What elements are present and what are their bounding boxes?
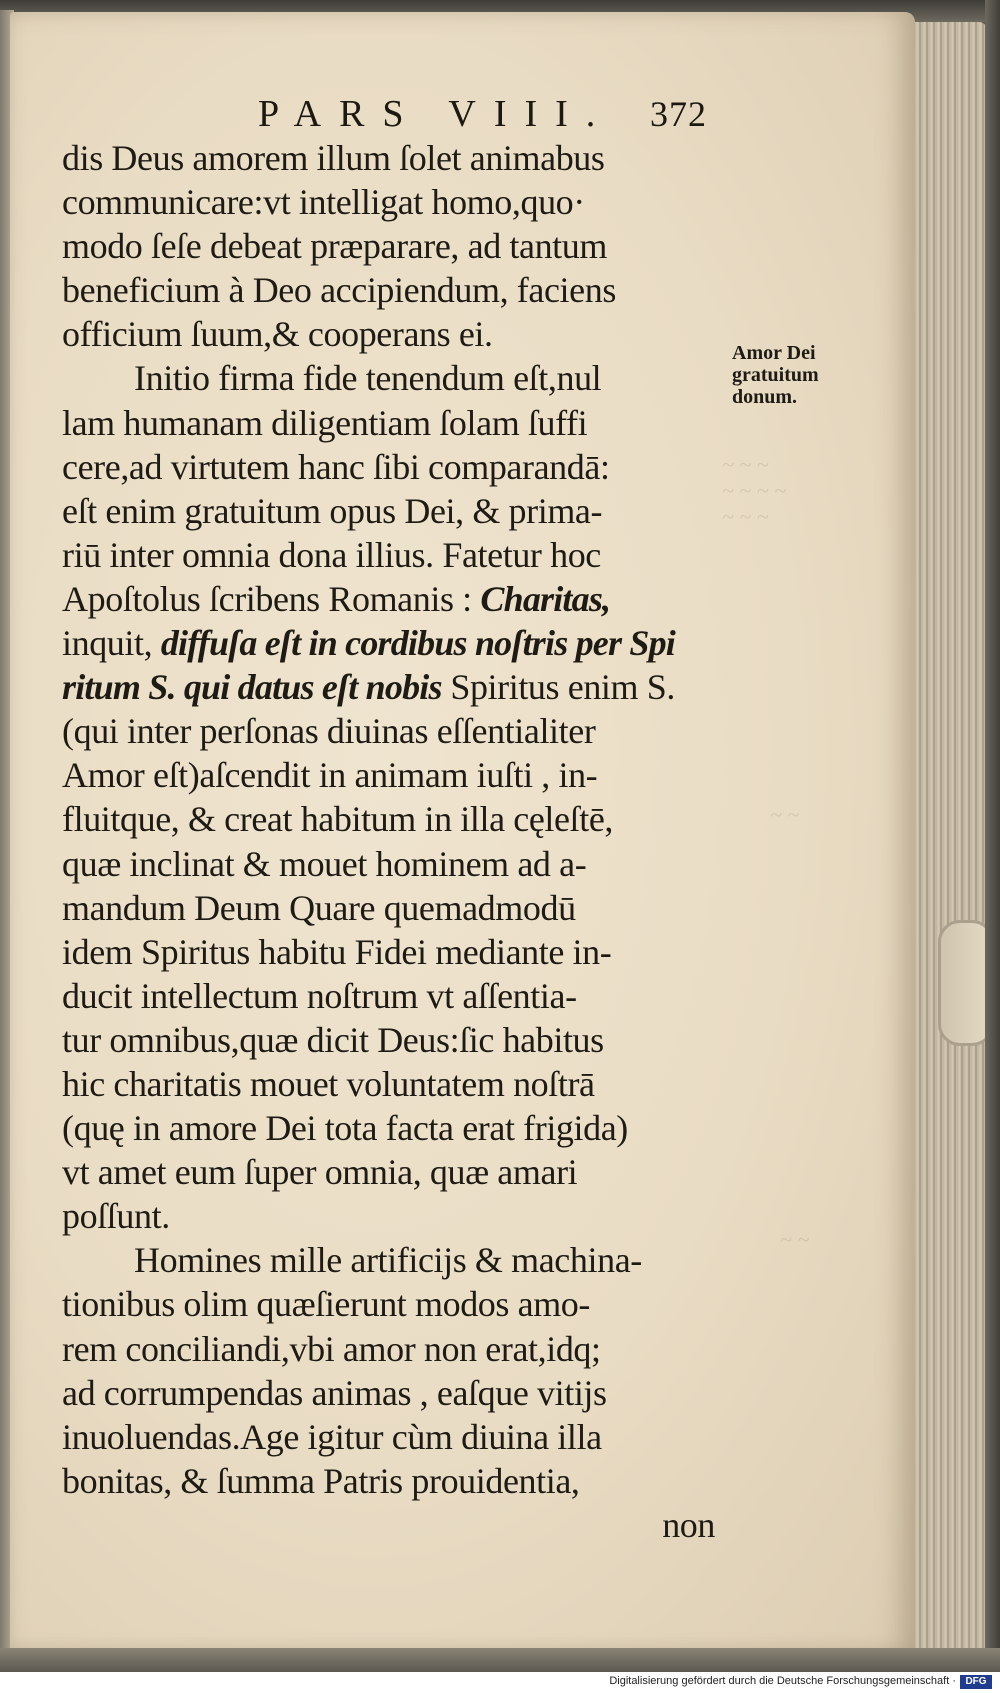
text-line xyxy=(62,1371,727,1415)
text-segment: officium ſuum,& cooperans ei. xyxy=(62,314,493,355)
text-segment: rem conciliandi,vbi amor non erat,idq; xyxy=(62,1328,601,1369)
text-segment: non xyxy=(662,1504,715,1545)
text-segment: communicare:vt intelligat homo,quo· xyxy=(62,182,585,223)
text-segment: inuoluendas.Age igitur cùm diuina illa xyxy=(62,1416,602,1457)
main-text xyxy=(62,136,727,1547)
text-line xyxy=(62,224,727,268)
text-segment: inquit, xyxy=(62,623,161,664)
text-segment: vt amet eum ſuper omnia, quæ amari xyxy=(62,1152,578,1193)
text-line xyxy=(62,180,727,224)
text-segment: idem Spiritus habitu Fidei mediante in- xyxy=(62,931,612,972)
text-line xyxy=(62,753,727,797)
text-line xyxy=(62,312,727,356)
text-segment: riū inter omnia dona illius. Fatetur hoc xyxy=(62,534,601,575)
text-segment: modo ſeſe debeat præparare, ad tantum xyxy=(62,226,607,267)
cover-edge xyxy=(985,0,1000,1672)
text-segment: (qui inter perſonas diuinas eſſentialiter xyxy=(62,711,596,752)
text-line xyxy=(62,445,727,489)
text-segment: (quę in amore Dei tota facta erat frigida) xyxy=(62,1108,628,1149)
scripture-quote: Charitas, xyxy=(480,578,611,619)
text-line xyxy=(62,621,727,665)
text-line xyxy=(62,1327,727,1371)
text-line xyxy=(62,1238,727,1282)
text-segment: cere,ad virtutem hanc ſibi comparandā: xyxy=(62,446,610,487)
text-segment: Initio firma fide tenendum eſt,nul xyxy=(134,358,602,399)
footer-bar xyxy=(0,1672,1000,1693)
text-segment: Spiritus enim S. xyxy=(441,667,675,708)
text-line xyxy=(62,1282,727,1326)
text-segment: hic charitatis mouet voluntatem noſtrā xyxy=(62,1063,595,1104)
margin-note-line: Amor Dei xyxy=(732,342,816,364)
text-line xyxy=(62,489,727,533)
text-segment: Apoſtolus ſcribens Romanis : xyxy=(62,578,481,619)
running-head: PARS VIII. xyxy=(258,93,614,135)
text-line xyxy=(62,842,727,886)
text-segment: poſſunt. xyxy=(62,1196,170,1237)
text-segment: ducit intellectum noſtrum vt aſſentia- xyxy=(62,975,577,1016)
text-line xyxy=(62,577,727,621)
margin-note-line: gratuitum xyxy=(732,364,819,386)
text-line xyxy=(62,1503,727,1547)
text-line xyxy=(62,1194,727,1238)
bottom-board-edge xyxy=(0,1648,1000,1672)
text-segment: bonitas, & ſumma Patris prouidentia, xyxy=(62,1460,580,1501)
text-line xyxy=(62,1150,727,1194)
text-line xyxy=(62,886,727,930)
text-line xyxy=(62,1415,727,1459)
text-line xyxy=(62,797,727,841)
text-line xyxy=(62,709,727,753)
text-line xyxy=(62,533,727,577)
text-segment: mandum Deum Quare quemadmodū xyxy=(62,887,576,928)
text-segment: Homines mille artificijs & machina- xyxy=(134,1240,642,1281)
text-line xyxy=(62,1062,727,1106)
scripture-quote: diffuſa eſt in cordibus noſtris per Spi xyxy=(160,623,676,664)
bleed-through-text: ~ ~ ~ ~ ~ ~ ~ ~ ~ ~ xyxy=(722,452,787,529)
text-segment: tionibus olim quæſierunt modos amo- xyxy=(62,1284,590,1325)
text-line xyxy=(62,974,727,1018)
text-segment: Amor eſt)aſcendit in animam iuſti , in- xyxy=(62,755,598,796)
text-segment: eſt enim gratuitum opus Dei, & prima- xyxy=(62,490,603,531)
text-segment: dis Deus amorem illum ſolet animabus xyxy=(62,138,605,178)
text-segment: tur omnibus,quæ dicit Deus:ſic habitus xyxy=(62,1019,604,1060)
text-line xyxy=(62,1018,727,1062)
dfg-logo: DFG xyxy=(960,1675,992,1689)
text-line xyxy=(62,356,727,400)
text-segment: quæ inclinat & mouet hominem ad a- xyxy=(62,843,587,884)
funding-credit: Digitalisierung gefördert durch die Deutsche Forschungsgemeinschaft · xyxy=(609,1675,956,1687)
text-line xyxy=(62,1459,727,1503)
text-line xyxy=(62,665,727,709)
text-segment: beneficium à Deo accipiendum, faciens xyxy=(62,270,616,311)
page-number: 372 xyxy=(650,94,707,134)
fore-edge xyxy=(915,22,987,1657)
text-segment: lam humanam diligentiam ſolam ſuffi xyxy=(62,402,588,443)
scripture-quote: ritum S. qui datus eſt nobis xyxy=(62,667,442,708)
bleed-through-text: ~ ~ xyxy=(780,1227,810,1252)
text-segment: ad corrumpendas animas , eaſque vitijs xyxy=(62,1372,607,1413)
text-line xyxy=(62,1106,727,1150)
bleed-through-text: ~ ~ xyxy=(770,802,800,827)
margin-note xyxy=(732,342,852,408)
margin-note-line: donum. xyxy=(732,386,798,408)
text-line xyxy=(62,268,727,312)
text-segment: fluitque, & creat habitum in illa cęleſtē, xyxy=(62,799,613,840)
text-line xyxy=(62,930,727,974)
text-line xyxy=(62,136,727,180)
text-line xyxy=(62,401,727,445)
